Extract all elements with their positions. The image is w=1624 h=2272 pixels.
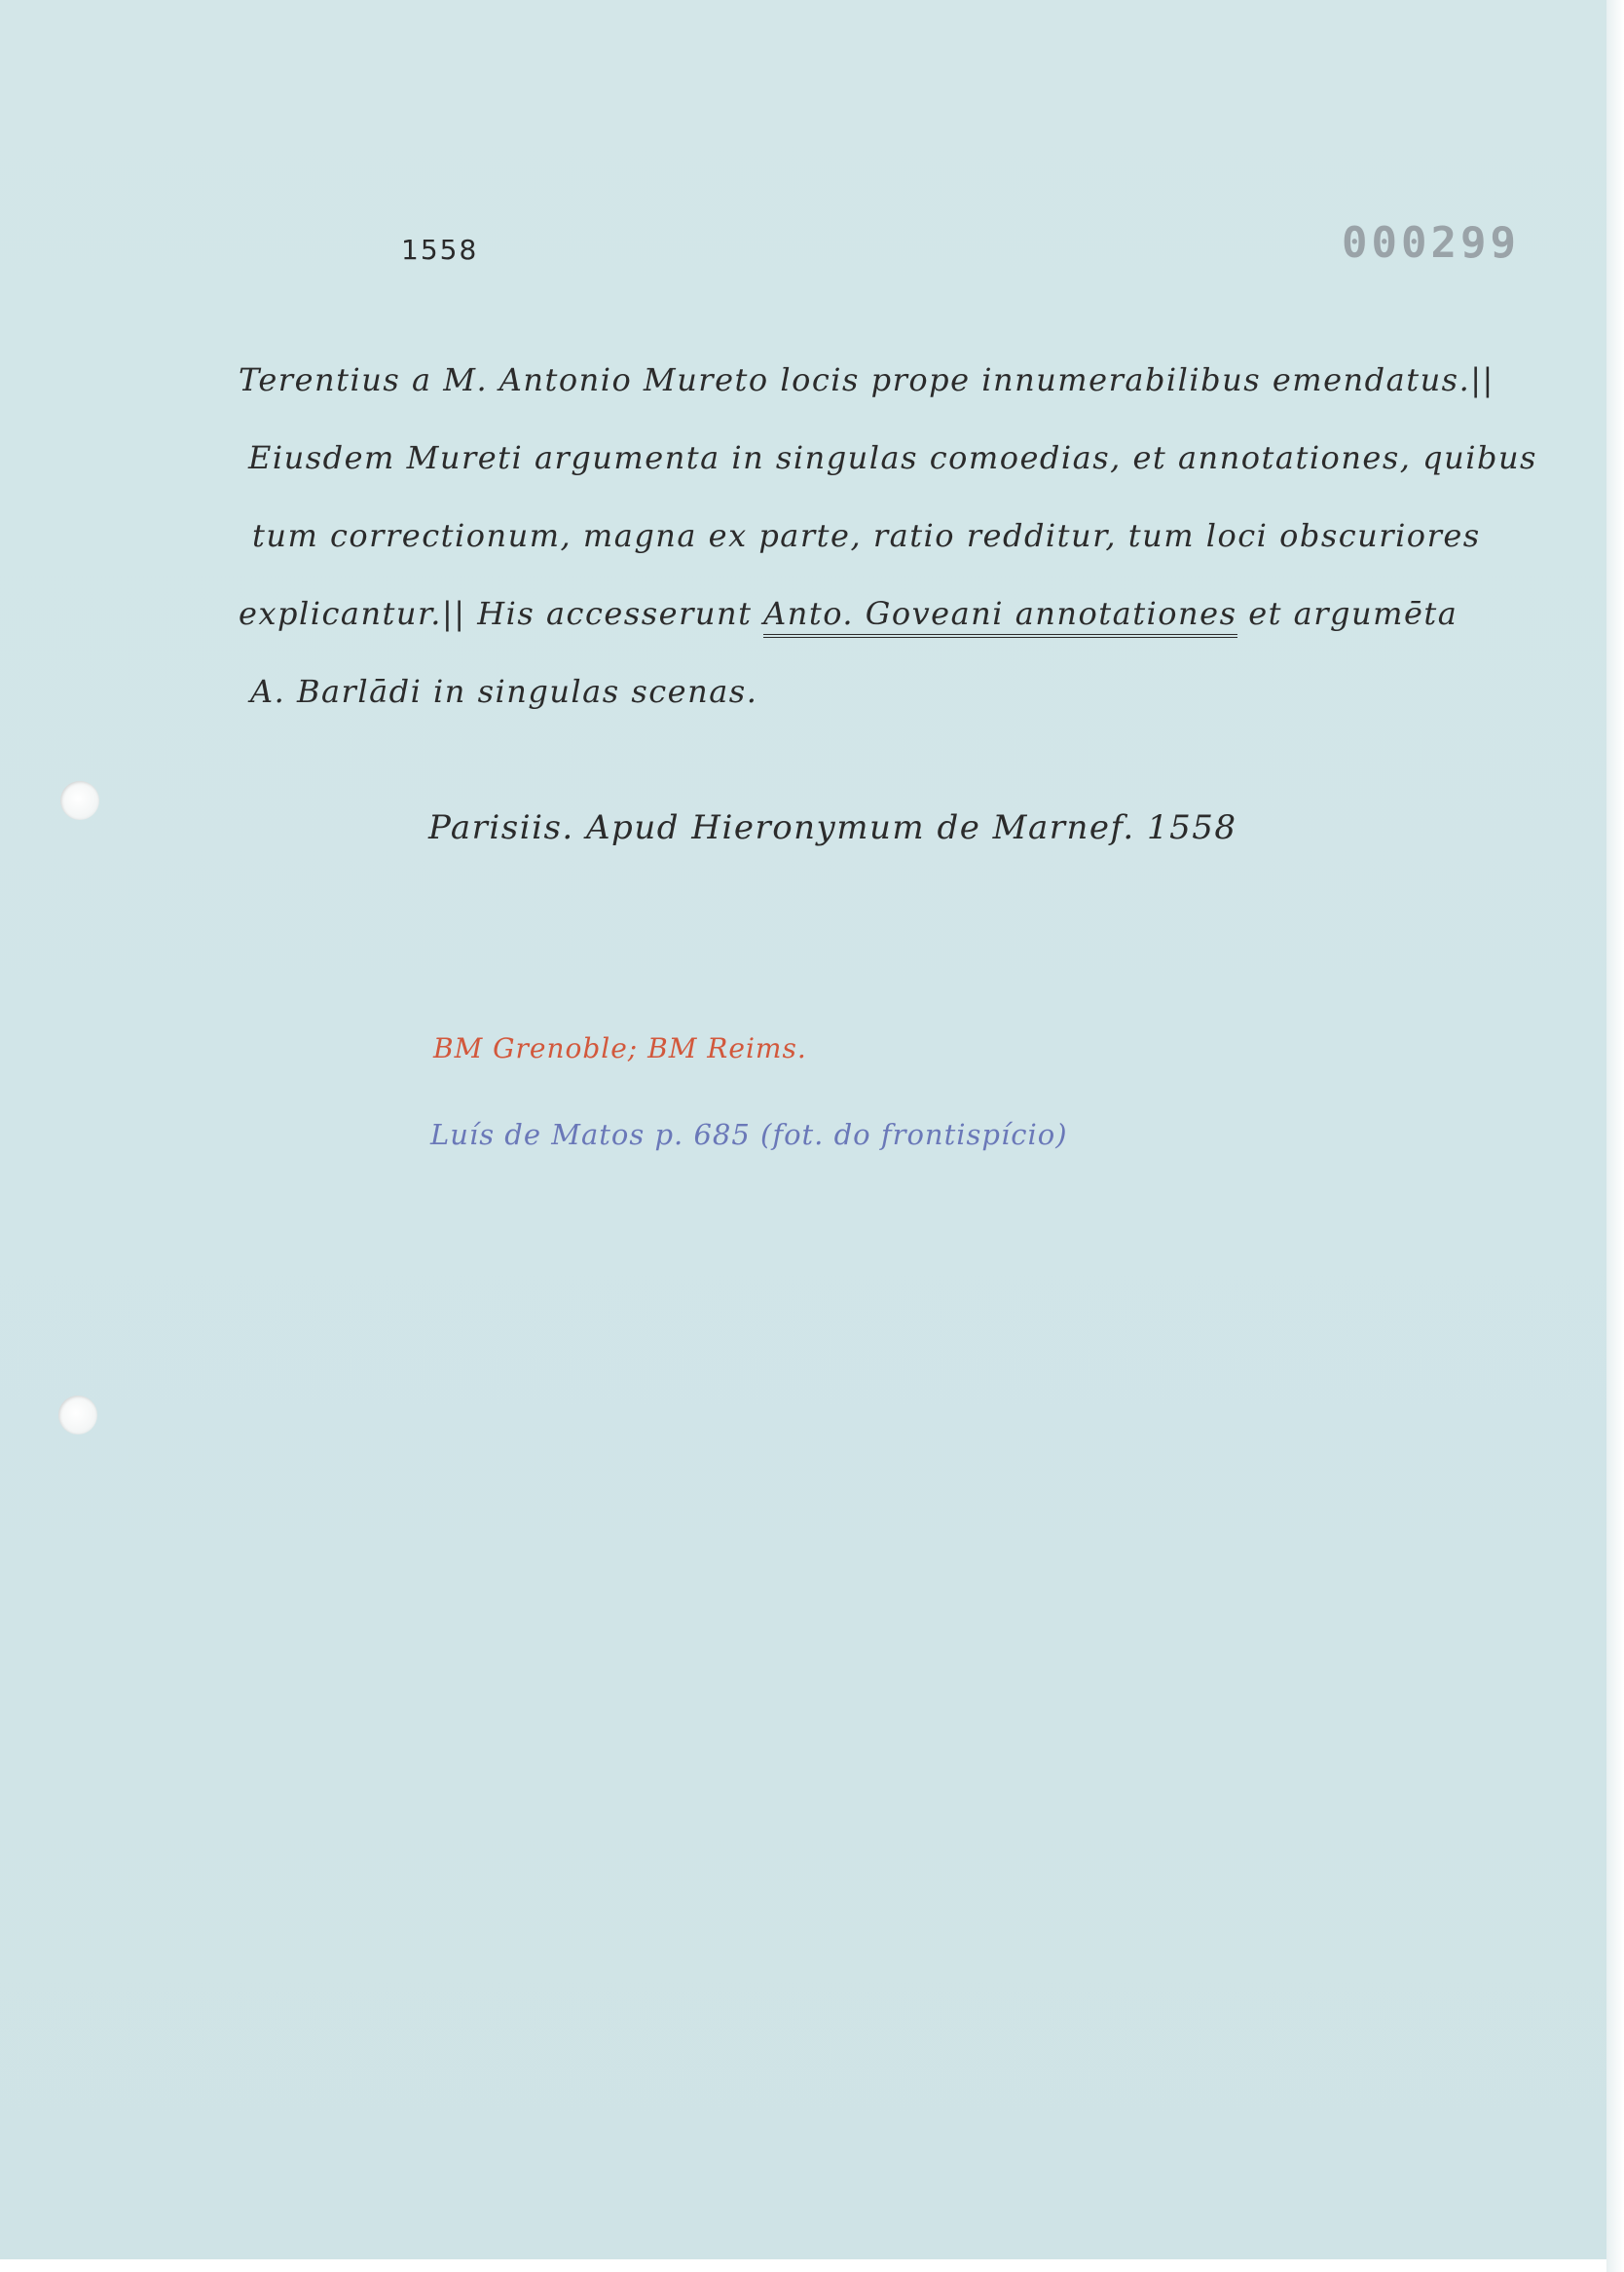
title-line-4-head: explicantur.|| His accesserunt	[239, 595, 753, 632]
card-year: 1558	[401, 234, 479, 266]
page-edge	[1606, 0, 1624, 2272]
punch-hole-top	[60, 781, 99, 820]
underlined-phrase: Anto. Goveani annotationes	[763, 595, 1236, 638]
punch-hole-bottom	[58, 1396, 97, 1434]
stamp-number: 000299	[1342, 218, 1520, 268]
title-line-4-tail: et argumēta	[1248, 595, 1458, 632]
title-line-4	[239, 575, 1504, 652]
imprint-line: Parisiis. Apud Hieronymum de Marnef. 1558	[428, 808, 1237, 847]
title-description	[239, 341, 1537, 730]
title-line-2: Eiusdem Mureti argumenta in singulas comoedias, et annotationes, quibus	[248, 439, 1537, 476]
holdings-note: BM Grenoble; BM Reims.	[433, 1032, 807, 1064]
reference-note: Luís de Matos p. 685 (fot. do frontispício)	[430, 1118, 1068, 1151]
title-line-5: A. Barlādi in singulas scenas.	[250, 673, 758, 710]
title-line-3: tum correctionum, magna ex parte, ratio redditur, tum loci obscuriores	[252, 517, 1481, 554]
title-line-1: Terentius a M. Antonio Mureto locis prope innumerabilibus emendatus.||	[239, 361, 1495, 398]
